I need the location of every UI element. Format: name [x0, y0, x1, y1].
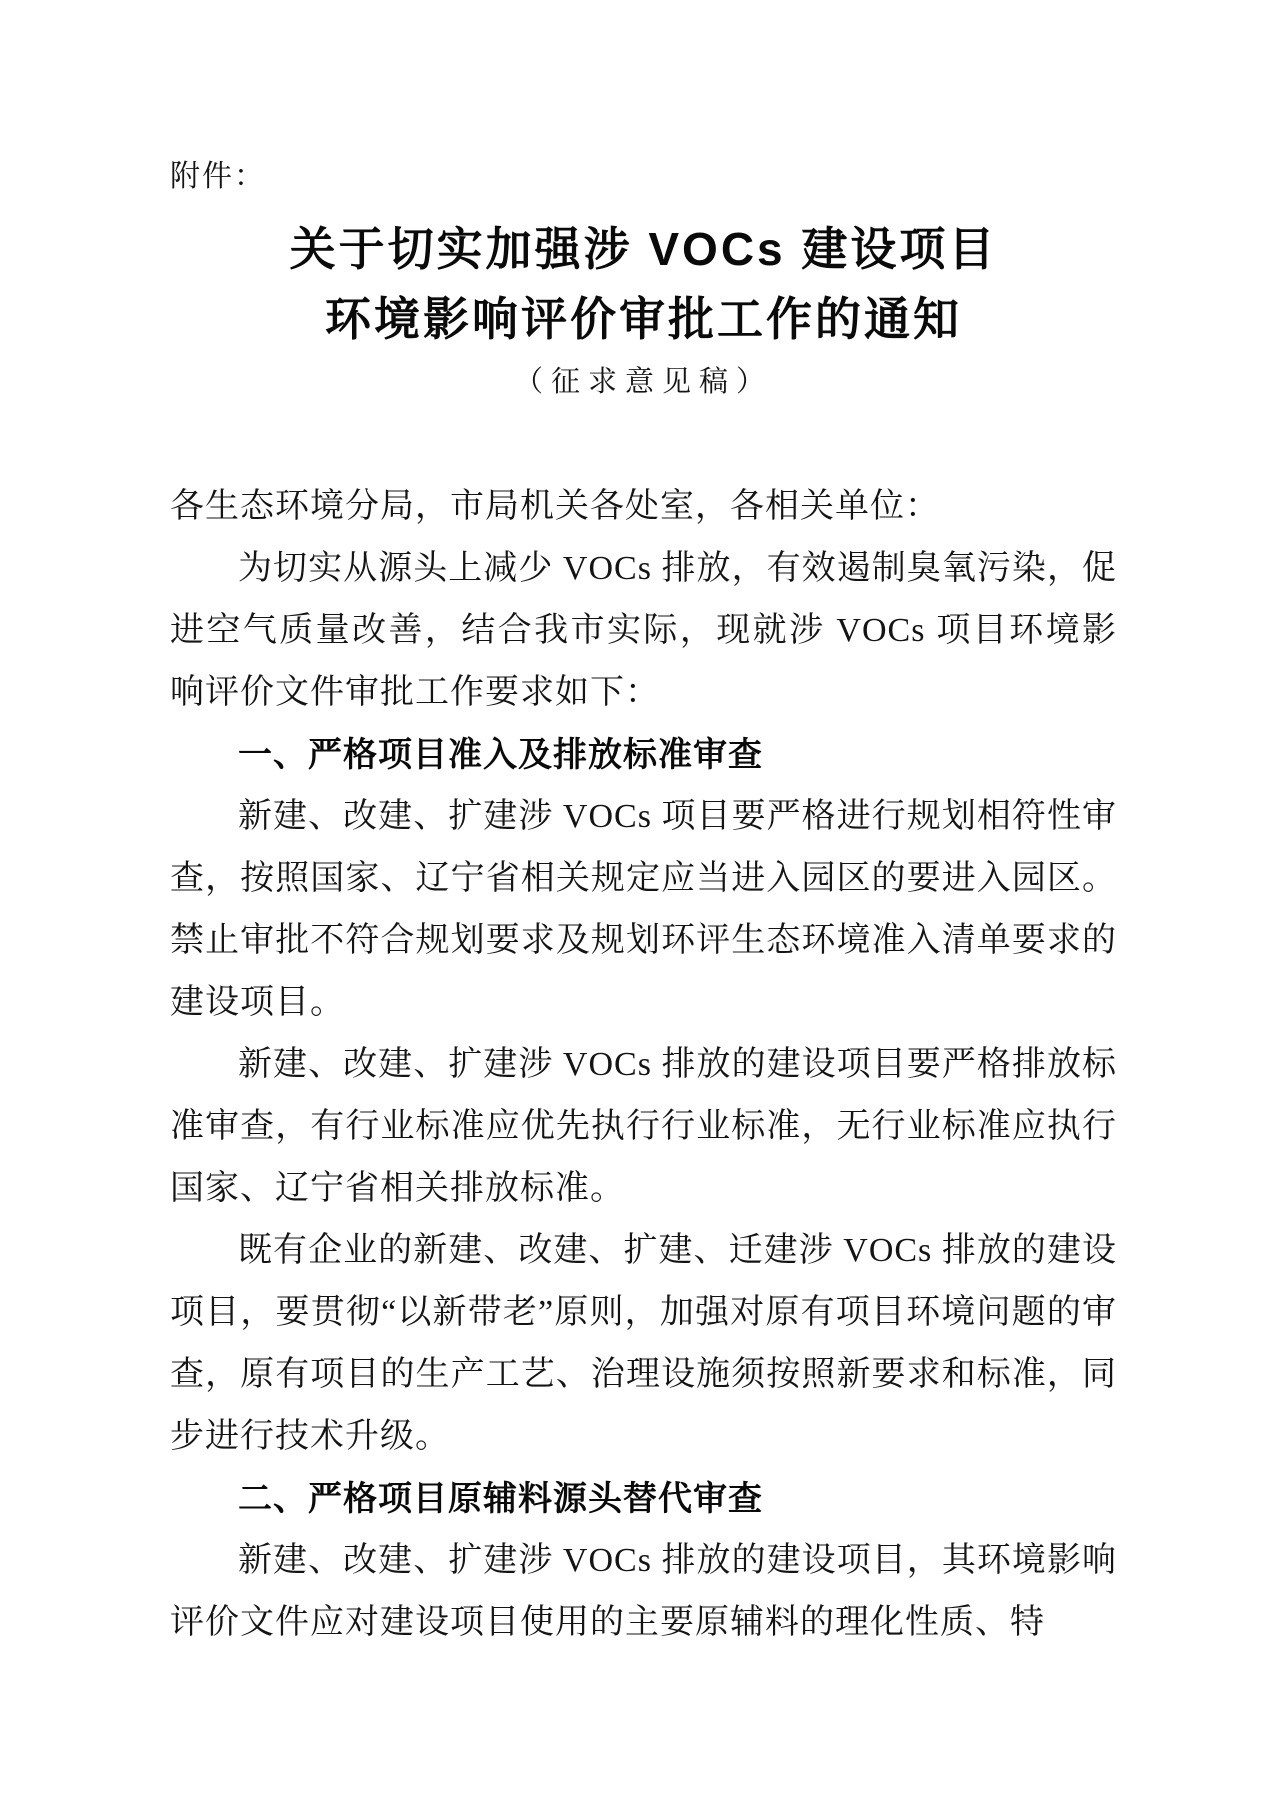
document-title [170, 214, 1117, 354]
document-title-line-2: 环境影响评价审批工作的通知 [325, 293, 962, 345]
section-one-paragraph-1: 新建、改建、扩建涉 VOCs 项目要严格进行规划相符性审查，按照国家、辽宁省相关规定应当进入园区的要进入园区。禁止审批不符合规划要求及规划环评生态环境准入清单要求的建设项目。 [170, 798, 1117, 1021]
attachment-label: 附件： [170, 160, 266, 193]
section-one-paragraph-2: 新建、改建、扩建涉 VOCs 排放的建设项目要严格排放标准审查，有行业标准应优先执行行业标准，无行业标准应执行国家、辽宁省相关排放标准。 [170, 1046, 1117, 1207]
draft-subtitle: （征求意见稿） [513, 366, 773, 398]
document-title-line-1: 关于切实加强涉 VOCs 建设项目 [289, 223, 998, 275]
section-one-paragraph-3: 既有企业的新建、改建、扩建、迁建涉 VOCs 排放的建设项目，要贯彻“以新带老”原则，加强对原有项目环境问题的审查，原有项目的生产工艺、治理设施须按照新要求和标准，同步进行技术升级。 [170, 1232, 1117, 1455]
section-two-paragraph-1: 新建、改建、扩建涉 VOCs 排放的建设项目，其环境影响评价文件应对建设项目使用的主要原辅料的理化性质、特 [170, 1542, 1117, 1641]
document-body [170, 476, 1117, 1654]
intro-paragraph: 为切实从源头上减少 VOCs 排放，有效遏制臭氧污染，促进空气质量改善，结合我市实际，现就涉 VOCs 项目环境影响评价文件审批工作要求如下： [170, 550, 1117, 711]
section-two-heading: 二、严格项目原辅料源头替代审查 [238, 1480, 763, 1518]
section-one-heading: 一、严格项目准入及排放标准审查 [238, 736, 763, 774]
salutation: 各生态环境分局，市局机关各处室，各相关单位： [170, 488, 940, 525]
